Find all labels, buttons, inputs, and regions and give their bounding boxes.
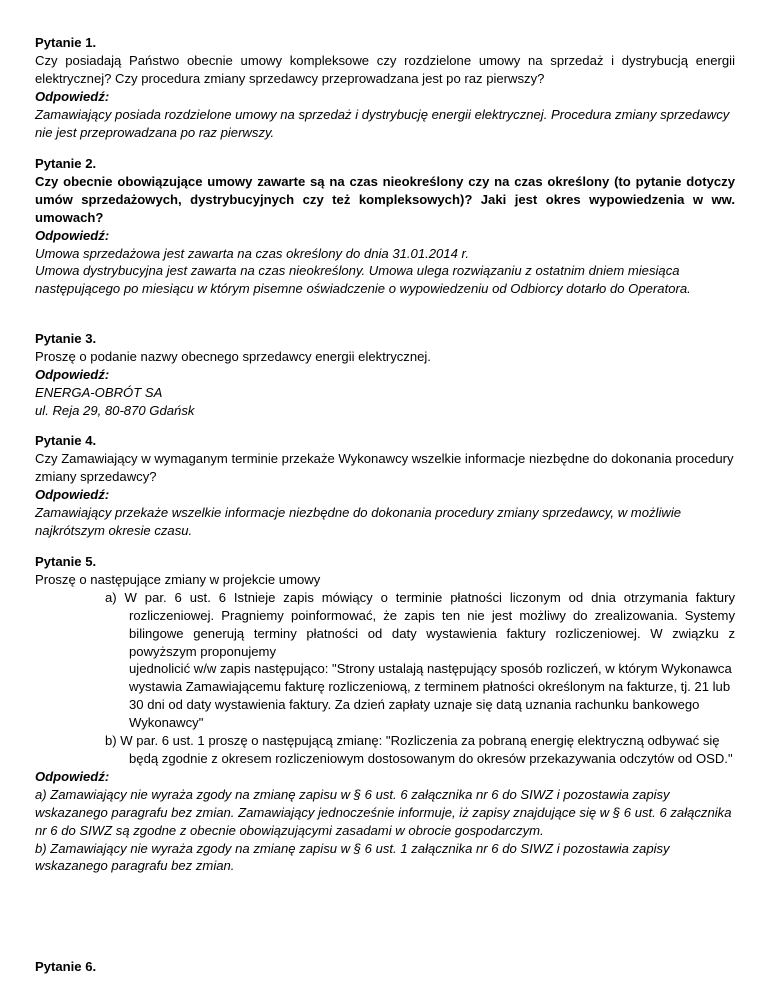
question-text: Czy obecnie obowiązujące umowy zawarte są na czas nieokreślony czy na czas określony (to pytanie dotyczy umów sprzedażowych, dystrybucyjnych czy też kompleksowych)? Jaki jest okres wypowiedzenia w ww. umowach? (35, 173, 735, 225)
change-item-a-proposal: ujednolicić w/w zapis następująco: "Strony ustalają następujący sposób rozliczeń, w którym Wykonawca wystawia Zamawiającemu fakturę rozliczeniową, z terminem płatności określonym na fakturze, tj. 21 lub 30 dni od daty wystawienia faktury. Za dzień zapłaty uznaje się datą uznania rachunku bankowego Wykonawcy" (129, 661, 732, 731)
question-text: Proszę o podanie nazwy obecnego sprzedawcy energii elektrycznej. (35, 348, 431, 364)
answer-text: Zamawiający posiada rozdzielone umowy na sprzedaż i dystrybucję energii elektrycznej. Procedura zmiany sprzedawcy nie jest przeprowadzana po raz pierwszy. (35, 106, 730, 140)
answer-text: ENERGA-OBRÓT SA (35, 384, 163, 400)
answer-label: Odpowiedź: (35, 486, 110, 502)
question-text: Proszę o następujące zmiany w projekcie umowy (35, 571, 321, 587)
question-title: Pytanie 6. (35, 959, 97, 974)
question-text: Czy Zamawiający w wymaganym terminie przekaże Wykonawcy wszelkie informacje niezbędne do dokonania procedury zmiany sprzedawcy? (35, 450, 734, 484)
answer-text: ul. Reja 29, 80-870 Gdańsk (35, 402, 195, 418)
answer-text: Umowa dystrybucyjna jest zawarta na czas nieokreślony. Umowa ulega rozwiązaniu z ostatnim dniem miesiąca następującego po miesiącu w którym pisemne oświadczenie o wypowiedzeniu od Odbiorcy dotarło do Operatora. (35, 263, 691, 297)
question-title: Pytanie 5. (35, 554, 97, 569)
question-text: Czy posiadają Państwo obecnie umowy kompleksowe czy rozdzielone umowy na sprzedaż i dystrybucją energii elektrycznej? Czy procedura zmiany sprzedawcy przeprowadzana jest po raz pierwszy? (35, 52, 735, 86)
change-list (105, 589, 735, 768)
question-3 (35, 330, 735, 420)
answer-text-b: b) Zamawiający nie wyraża zgody na zmianę zapisu w § 6 ust. 1 załącznika nr 6 do SIWZ i pozostawia zapisy wskazanego paragrafu bez zmian. (35, 840, 670, 874)
answer-text: Umowa sprzedażowa jest zawarta na czas określony do dnia 31.01.2014 r. (35, 245, 470, 261)
answer-label: Odpowiedź: (35, 88, 110, 104)
answer-label: Odpowiedź: (35, 768, 110, 784)
change-item-a: a) W par. 6 ust. 6 Istnieje zapis mówiący o terminie płatności liczonym od dnia otrzymania faktury rozliczeniowej. Pragniemy poinformować, że zapis ten nie jest możliwy do zrealizowania. Systemy bilingowe generują terminy płatności od daty wystawienia faktury rozliczeniowej. W związku z powyższym proponujemy (105, 589, 735, 659)
question-title: Pytanie 1. (35, 35, 97, 50)
answer-label: Odpowiedź: (35, 227, 110, 243)
answer-label: Odpowiedź: (35, 366, 110, 382)
question-4 (35, 432, 735, 539)
question-6 (35, 958, 735, 976)
question-title: Pytanie 3. (35, 331, 97, 346)
answer-text: Zamawiający przekaże wszelkie informacje niezbędne do dokonania procedury zmiany sprzedawcy, w możliwie najkrótszym okresie czasu. (35, 504, 682, 538)
question-title: Pytanie 2. (35, 156, 97, 171)
question-1 (35, 34, 735, 141)
answer-text-a: a) Zamawiający nie wyraża zgody na zmianę zapisu w § 6 ust. 6 załącznika nr 6 do SIWZ i pozostawia zapisy wskazanego paragrafu bez zmian. Zamawiający jednocześnie informuje, iż zapisy znajdujące się w § 6 ust. 6 załącznika nr 6 do SIWZ są zgodne z obecnie obowiązującymi zasadami w obrocie gospodarczym. (35, 786, 732, 838)
change-item-b: b) W par. 6 ust. 1 proszę o następującą zmianę: "Rozliczenia za pobraną energię elektryczną odbywać się będą zgodnie z okresem rozliczeniowym dostosowanym do okresów przekazywania odczytów od OSD." (105, 733, 733, 766)
question-5 (35, 553, 735, 875)
question-2 (35, 155, 735, 298)
question-title: Pytanie 4. (35, 433, 97, 448)
